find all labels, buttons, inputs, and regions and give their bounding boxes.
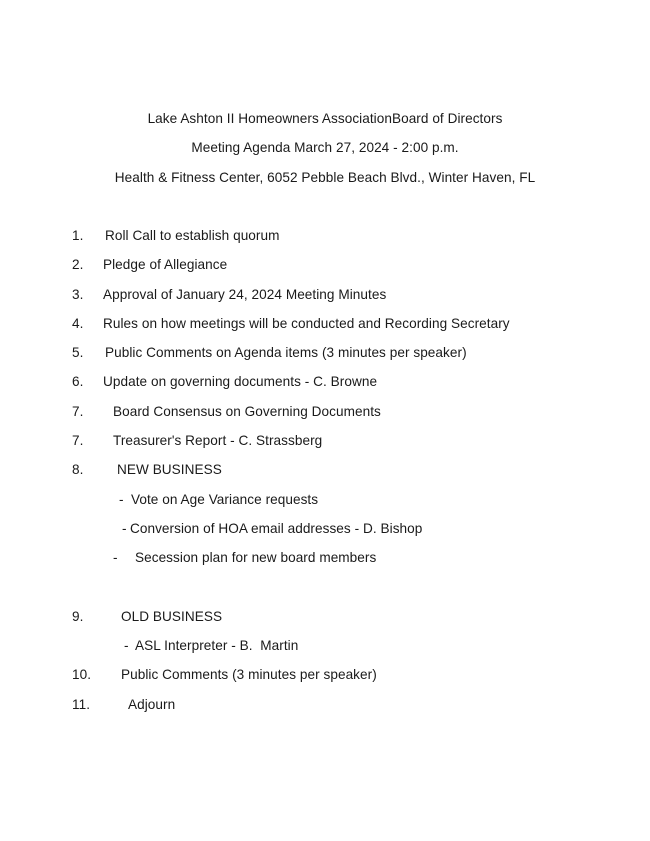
agenda-item-number: 6. (72, 374, 84, 390)
header-line-meeting-datetime: Meeting Agenda March 27, 2024 - 2:00 p.m. (191, 140, 459, 156)
agenda-item (0, 397, 650, 426)
agenda-item-text: Public Comments on Agenda items (3 minutes per speaker) (105, 345, 467, 361)
agenda-item (0, 221, 650, 250)
document-header (0, 104, 650, 192)
agenda-item-text: Update on governing documents - C. Browne (103, 374, 378, 390)
agenda-item-number: 7. (72, 433, 84, 449)
agenda-item-text: Secession plan for new board members (135, 550, 377, 566)
agenda-item-text: NEW BUSINESS (117, 462, 222, 478)
agenda-item-text: ASL Interpreter - B. Martin (135, 638, 299, 654)
agenda-item-text: Treasurer's Report - C. Strassberg (113, 433, 323, 449)
agenda-item-number: 3. (72, 286, 84, 302)
agenda-item (0, 338, 650, 367)
agenda-sub-bullet: - (119, 491, 124, 507)
agenda-sub-item (0, 485, 650, 514)
agenda-list (0, 221, 650, 719)
agenda-item-text: Adjourn (128, 696, 176, 712)
agenda-item-text: Roll Call to establish quorum (105, 228, 280, 243)
agenda-item (0, 455, 650, 484)
agenda-item-number: 1. (72, 228, 84, 243)
agenda-item-number: 2. (72, 257, 84, 273)
agenda-item-text: Rules on how meetings will be conducted and Recording Secretary (103, 315, 510, 331)
agenda-item (0, 426, 650, 455)
agenda-item (0, 660, 650, 689)
agenda-item-text: Vote on Age Variance requests (131, 491, 319, 507)
agenda-item-number: 5. (72, 345, 84, 361)
agenda-item (0, 367, 650, 396)
agenda-sub-bullet: - (113, 550, 118, 566)
agenda-item-text: Public Comments (3 minutes per speaker) (121, 667, 377, 683)
agenda-item (0, 250, 650, 279)
agenda-sub-item (0, 514, 650, 543)
agenda-sub-item (0, 631, 650, 660)
agenda-item-text: Conversion of HOA email addresses - D. Bishop (130, 520, 423, 536)
agenda-item-number: 4. (72, 315, 84, 331)
agenda-item (0, 690, 650, 719)
agenda-sub-bullet: - (122, 520, 127, 536)
agenda-item-number: 9. (72, 608, 84, 624)
agenda-item (0, 280, 650, 309)
agenda-item-text: Pledge of Allegiance (103, 257, 228, 273)
agenda-item-number: 11. (72, 696, 91, 712)
agenda-item (0, 602, 650, 631)
agenda-item-number: 8. (72, 462, 84, 478)
agenda-item-number: 7. (72, 403, 84, 419)
agenda-sub-item (0, 543, 650, 572)
agenda-item-number: 10. (72, 667, 92, 683)
header-line-location: Health & Fitness Center, 6052 Pebble Beach Blvd., Winter Haven, FL (114, 169, 536, 185)
agenda-sub-bullet: - (124, 638, 129, 654)
agenda-item (0, 309, 650, 338)
header-line-organization: Lake Ashton II Homeowners AssociationBoard of Directors (147, 111, 503, 126)
agenda-item-text: Board Consensus on Governing Documents (113, 403, 381, 419)
agenda-item-text: Approval of January 24, 2024 Meeting Minutes (103, 286, 387, 302)
agenda-item-text: OLD BUSINESS (121, 608, 223, 624)
